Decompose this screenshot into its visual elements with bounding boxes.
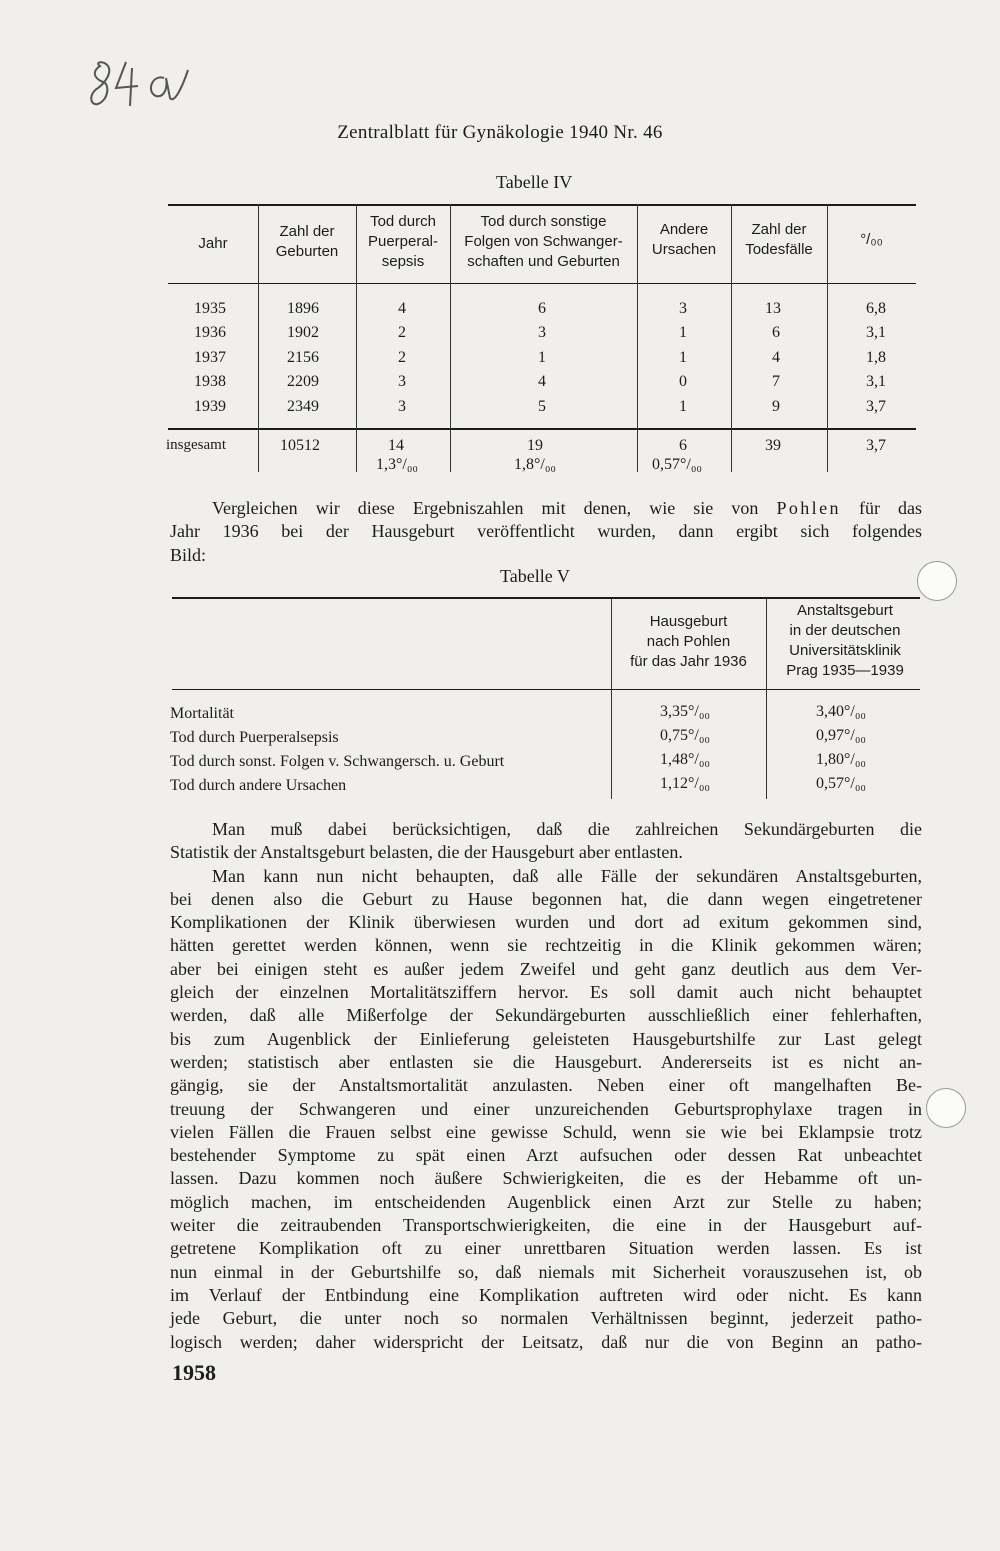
body-line: Komplikationen der Klinik überwiesen wurden und dort ad exitum gekommen sind, bbox=[170, 912, 922, 933]
table5-header-anstaltsgeburt: Anstaltsgeburt in der deutschen Universitätsklinik Prag 1935—1939 bbox=[786, 602, 904, 679]
table4-sonst: 3 bbox=[538, 324, 546, 341]
table4-jahr: 1936 bbox=[194, 324, 226, 341]
table4-header-sonstige: Tod durch sonstige Folgen von Schwanger- schaften und Geburten bbox=[464, 213, 623, 270]
table4-todes: 9 bbox=[772, 398, 780, 415]
table4-permille: 3,1 bbox=[866, 373, 886, 390]
table4-andere: 1 bbox=[679, 349, 687, 366]
table5-label: Mortalität bbox=[170, 705, 234, 722]
body-line: bestehender Symptome zu spät einen Arzt aufsuchen oder dessen Rat unbeachtet bbox=[170, 1145, 922, 1166]
body-line: Man kann nun nicht behaupten, daß alle Fälle der sekundären Anstaltsgeburten, bbox=[212, 865, 922, 886]
table4-todes: 4 bbox=[772, 349, 780, 366]
table4-geburten: 2156 bbox=[287, 349, 319, 366]
punch-hole bbox=[917, 561, 957, 601]
table5-label: Tod durch Puerperalsepsis bbox=[170, 729, 339, 746]
body-line: werden; statistisch aber entlasten sie die Hausgeburt. Andererseits ist es nicht an- bbox=[170, 1051, 922, 1072]
table4-todes: 13 bbox=[765, 300, 781, 317]
table4-jahr: 1935 bbox=[194, 300, 226, 317]
intro-line: Vergleichen wir diese Ergebniszahlen mit denen, wie sie von Pohlen für das bbox=[212, 498, 923, 518]
body-line: im Verlauf der Entbindung eine Komplikation auftreten wird oder nicht. Es kann bbox=[170, 1284, 922, 1305]
body-line: vielen Fällen die Frauen selbst eine gewisse Schuld, wenn sie wie bei Eklampsie trotz bbox=[170, 1121, 922, 1142]
table4-header-permille: °/₀₀ bbox=[860, 231, 883, 248]
table5-haus: 1,12°/₀₀ bbox=[660, 775, 710, 792]
table4-total-todes: 39 bbox=[765, 437, 781, 454]
body-line: gängig, sie der Anstaltsmortalität anzulasten. Neben einer oft mangelhaften Be- bbox=[170, 1075, 922, 1096]
table4-andere: 3 bbox=[679, 300, 687, 317]
table4-andere: 1 bbox=[679, 398, 687, 415]
intro-line: Bild: bbox=[170, 544, 207, 565]
table5-anstalt: 0,57°/₀₀ bbox=[816, 775, 866, 792]
body-line: Statistik der Anstaltsgeburt belasten, die der Hausgeburt aber entlasten. bbox=[170, 842, 683, 863]
table4-andere: 1 bbox=[679, 324, 687, 341]
table4-todes: 6 bbox=[772, 324, 780, 341]
table4-jahr: 1937 bbox=[194, 349, 226, 366]
table5-top-rule bbox=[172, 597, 920, 599]
table4-permille: 3,1 bbox=[866, 324, 886, 341]
table4-puerp: 4 bbox=[398, 300, 406, 317]
table4-total-label: insgesamt bbox=[166, 437, 226, 453]
table4-total-puerp: 14 bbox=[388, 437, 404, 454]
table4-total-sonst: 19 bbox=[527, 437, 543, 454]
table4-puerp: 2 bbox=[398, 349, 406, 366]
table5-anstalt: 3,40°/₀₀ bbox=[816, 703, 866, 720]
table4-jahr: 1938 bbox=[194, 373, 226, 390]
punch-hole bbox=[926, 1088, 966, 1128]
table4-sonst: 6 bbox=[538, 300, 546, 317]
intro-paragraph bbox=[170, 497, 922, 567]
table4-geburten: 1902 bbox=[287, 324, 319, 341]
table4-header-rule bbox=[168, 283, 916, 284]
table5-header-hausgeburt: Hausgeburt nach Pohlen für das Jahr 1936 bbox=[630, 613, 747, 670]
table4-caption: Tabelle IV bbox=[496, 172, 573, 192]
table4-geburten: 2209 bbox=[287, 373, 319, 390]
body-line: möglich machen, im entscheidenden Augenblick einen Arzt zur Stelle zu haben; bbox=[170, 1191, 922, 1212]
table5-haus: 1,48°/₀₀ bbox=[660, 751, 710, 768]
table4-jahr: 1939 bbox=[194, 398, 226, 415]
table5-anstalt: 1,80°/₀₀ bbox=[816, 751, 866, 768]
table4-todes: 7 bbox=[772, 373, 780, 390]
intro-line: Jahr 1936 bei der Hausgeburt veröffentlicht wurden, dann ergibt sich folgendes bbox=[170, 521, 922, 542]
body-line: logisch werden; daher widerspricht der Leitsatz, daß nur die von Beginn an patho- bbox=[170, 1331, 922, 1352]
table4-puerp: 3 bbox=[398, 398, 406, 415]
table4-header-puerperalsepsis: Tod durch Puerperal- sepsis bbox=[367, 213, 439, 270]
table5-label: Tod durch andere Ursachen bbox=[170, 777, 347, 794]
body-line: getretene Komplikation oft zu einer unrettbaren Situation werden lassen. Es ist bbox=[170, 1238, 922, 1259]
table4-header-todesfaelle: Zahl der Todesfälle bbox=[745, 221, 813, 258]
table5-header-rule bbox=[172, 689, 920, 690]
table4-geburten: 2349 bbox=[287, 398, 319, 415]
journal-header: Zentralblatt für Gynäkologie 1940 Nr. 46 bbox=[337, 122, 663, 143]
body-line: treuung der Schwangeren und einer unzureichenden Geburtsprophylaxe tragen in bbox=[170, 1098, 922, 1119]
body-line: Man muß dabei berücksichtigen, daß die zahlreichen Sekundärgeburten die bbox=[212, 819, 922, 839]
table4-sonst: 5 bbox=[538, 398, 546, 415]
body-line: gleich der einzelnen Mortalitätsziffern hervor. Es soll damit auch nicht behauptet bbox=[170, 982, 922, 1003]
table4-total-sonst-rate: 1,8°/₀₀ bbox=[514, 456, 556, 473]
table4-header-jahr: Jahr bbox=[198, 235, 228, 252]
table4-total-puerp-rate: 1,3°/₀₀ bbox=[376, 456, 418, 473]
table4-permille: 3,7 bbox=[866, 398, 886, 415]
table4-total-geburten: 10512 bbox=[280, 437, 320, 454]
table5-anstalt: 0,97°/₀₀ bbox=[816, 727, 866, 744]
body-line: aber bei einigen steht es außer jedem Zweifel und geht ganz deutlich aus dem Ver- bbox=[170, 958, 922, 979]
table4-total-rule bbox=[168, 428, 916, 430]
table4-total-andere: 6 bbox=[679, 437, 687, 454]
body-line: bei denen also die Geburt zu Hause begonnen hat, die dann wegen eingetretener bbox=[170, 888, 922, 909]
table4-sonst: 1 bbox=[538, 349, 546, 366]
body-text bbox=[170, 818, 922, 1354]
handwritten-margin-note bbox=[86, 48, 196, 118]
table5-haus: 0,75°/₀₀ bbox=[660, 727, 710, 744]
body-line: werden, daß alle Mißerfolge der Sekundärgeburten ausschließlich einer fehlerhaften, bbox=[170, 1005, 922, 1026]
table5-caption: Tabelle V bbox=[500, 566, 570, 586]
table5-label: Tod durch sonst. Folgen v. Schwangersch. u. Geburt bbox=[170, 753, 505, 770]
table4-puerp: 3 bbox=[398, 373, 406, 390]
author-name-pohlen: Pohlen bbox=[776, 498, 841, 518]
table4-sonst: 4 bbox=[538, 373, 546, 390]
table4-total-andere-rate: 0,57°/₀₀ bbox=[652, 456, 702, 473]
table4-permille: 1,8 bbox=[866, 349, 886, 366]
table4-top-rule bbox=[168, 204, 916, 206]
body-line: jede Geburt, die unter noch so normalen Verhältnissen beginnt, jederzeit patho- bbox=[170, 1308, 922, 1329]
table4-header-geburten: Zahl der Geburten bbox=[275, 223, 339, 260]
table4-permille: 6,8 bbox=[866, 300, 886, 317]
body-line: lassen. Dazu kommen noch äußere Schwierigkeiten, die es der Hebamme oft un- bbox=[170, 1168, 922, 1189]
body-line: weiter die zeitraubenden Transportschwierigkeiten, die eine in der Hausgeburt auf- bbox=[170, 1215, 922, 1236]
table5-haus: 3,35°/₀₀ bbox=[660, 703, 710, 720]
body-line: bis zum Augenblick der Einlieferung geleisteten Hausgeburtshilfe zur Last gelegt bbox=[170, 1028, 922, 1049]
page-number: 1958 bbox=[172, 1360, 216, 1385]
table4-andere: 0 bbox=[679, 373, 687, 390]
body-line: hätten gerettet werden können, wenn sie rechtzeitig in die Klinik gekommen wären; bbox=[170, 935, 922, 956]
table4-header-andere: Andere Ursachen bbox=[651, 221, 717, 258]
table4-puerp: 2 bbox=[398, 324, 406, 341]
table4-geburten: 1896 bbox=[287, 300, 319, 317]
table4-total-permille: 3,7 bbox=[866, 437, 886, 454]
body-line: nun einmal in der Geburtshilfe so, daß niemals mit Sicherheit vorauszusehen ist, ob bbox=[170, 1261, 922, 1282]
